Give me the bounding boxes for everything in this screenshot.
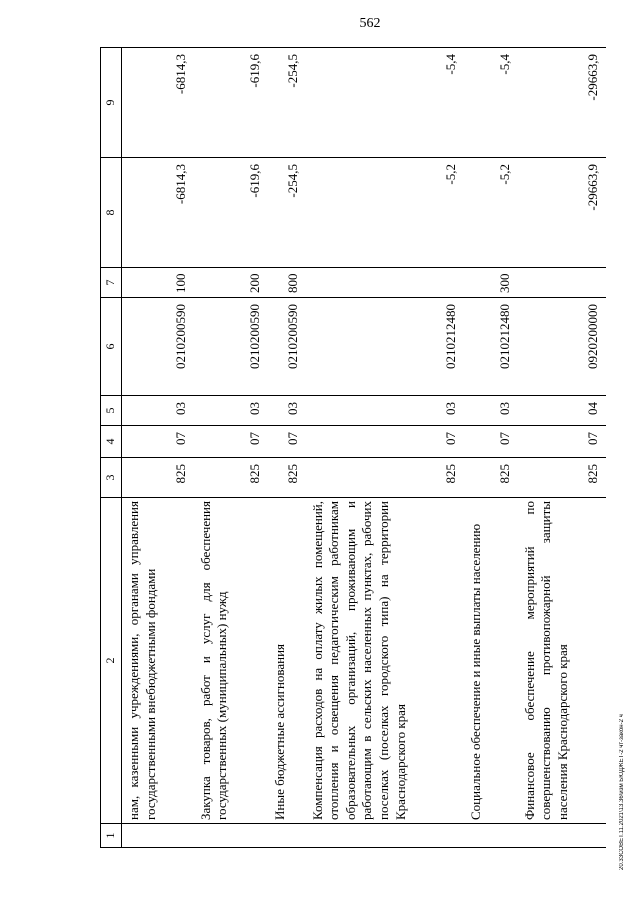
cell-col1 — [306, 824, 464, 848]
cell-name: Социальное обеспечение и иные выплаты населению — [464, 498, 518, 824]
cell-csr: 0210200590 — [122, 298, 194, 396]
cell-pr: 03 — [194, 396, 268, 426]
cell-ved: 825 — [194, 458, 268, 498]
cell-pr: 03 — [306, 396, 464, 426]
cell-rz: 07 — [518, 426, 606, 458]
column-header-5: 5 — [101, 396, 122, 426]
cell-csr: 0210200590 — [194, 298, 268, 396]
cell-ved: 825 — [268, 458, 306, 498]
cell-col1 — [518, 824, 606, 848]
cell-csr: 0920200000 — [518, 298, 606, 396]
page-number: 562 — [359, 16, 381, 31]
column-header-2: 2 — [101, 498, 122, 824]
budget-table-rotated — [100, 48, 606, 848]
cell-value-9: -5,4 — [464, 48, 518, 158]
cell-value-9: -619,6 — [194, 48, 268, 158]
table-row — [518, 48, 606, 848]
cell-csr: 0210212480 — [306, 298, 464, 396]
table-row — [122, 48, 194, 848]
cell-vr: 200 — [194, 268, 268, 298]
cell-value-8: -29663,9 — [518, 158, 606, 268]
cell-name: Иные бюджетные ассигнования — [268, 498, 306, 824]
cell-rz: 07 — [464, 426, 518, 458]
cell-csr: 0210200590 — [268, 298, 306, 396]
cell-rz: 07 — [122, 426, 194, 458]
cell-pr: 03 — [268, 396, 306, 426]
table-row — [464, 48, 518, 848]
cell-value-9: -254,5 — [268, 48, 306, 158]
column-header-7: 7 — [101, 268, 122, 298]
cell-rz: 07 — [194, 426, 268, 458]
table-row — [194, 48, 268, 848]
cell-rz: 07 — [268, 426, 306, 458]
cell-ved: 825 — [122, 458, 194, 498]
cell-vr: 100 — [122, 268, 194, 298]
cell-vr: 300 — [464, 268, 518, 298]
cell-csr: 0210212480 — [464, 298, 518, 396]
cell-col1 — [464, 824, 518, 848]
column-header-8: 8 — [101, 158, 122, 268]
column-header-4: 4 — [101, 426, 122, 458]
cell-value-8: -6814,3 — [122, 158, 194, 268]
table-row — [268, 48, 306, 848]
table-row — [306, 48, 464, 848]
cell-col1 — [268, 824, 306, 848]
document-side-note: 20.3ЗСОВЕТ.11.2021\13.36\изм БЮДЖЕТ-2 чт-закон-2 ч — [619, 714, 625, 870]
cell-ved: 825 — [306, 458, 464, 498]
cell-value-9: -6814,3 — [122, 48, 194, 158]
cell-value-9: -29663,9 — [518, 48, 606, 158]
cell-vr — [518, 268, 606, 298]
cell-rz: 07 — [306, 426, 464, 458]
cell-pr: 03 — [464, 396, 518, 426]
cell-col1 — [122, 824, 194, 848]
cell-ved: 825 — [464, 458, 518, 498]
cell-ved: 825 — [518, 458, 606, 498]
cell-value-8: -254,5 — [268, 158, 306, 268]
cell-name: Компенсация расходов на оплату жилых помещений, отопления и освещения педагогическим работникам образовательных организаций, проживающим и работающим в сельских населенных пунктах, рабочих поселках (поселках городского типа) на территории Краснодарского края — [306, 498, 464, 824]
cell-col1 — [194, 824, 268, 848]
column-header-9: 9 — [101, 48, 122, 158]
column-header-6: 6 — [101, 298, 122, 396]
column-header-1: 1 — [101, 824, 122, 848]
cell-pr: 04 — [518, 396, 606, 426]
column-header-3: 3 — [101, 458, 122, 498]
cell-value-8: -619,6 — [194, 158, 268, 268]
table-header-row — [101, 48, 122, 848]
cell-value-8: -5,2 — [306, 158, 464, 268]
cell-value-8: -5,2 — [464, 158, 518, 268]
cell-vr — [306, 268, 464, 298]
cell-name: нам, казенными учреждениями, органами управления государственными внебюджетными фондами — [122, 498, 194, 824]
cell-value-9: -5,4 — [306, 48, 464, 158]
cell-pr: 03 — [122, 396, 194, 426]
budget-table — [100, 47, 606, 848]
cell-vr: 800 — [268, 268, 306, 298]
cell-name: Финансовое обеспечение мероприятий по совершенствованию противопожарной защиты населения Краснодарского края — [518, 498, 606, 824]
cell-name: Закупка товаров, работ и услуг для обеспечения государственных (муниципальных) нужд — [194, 498, 268, 824]
